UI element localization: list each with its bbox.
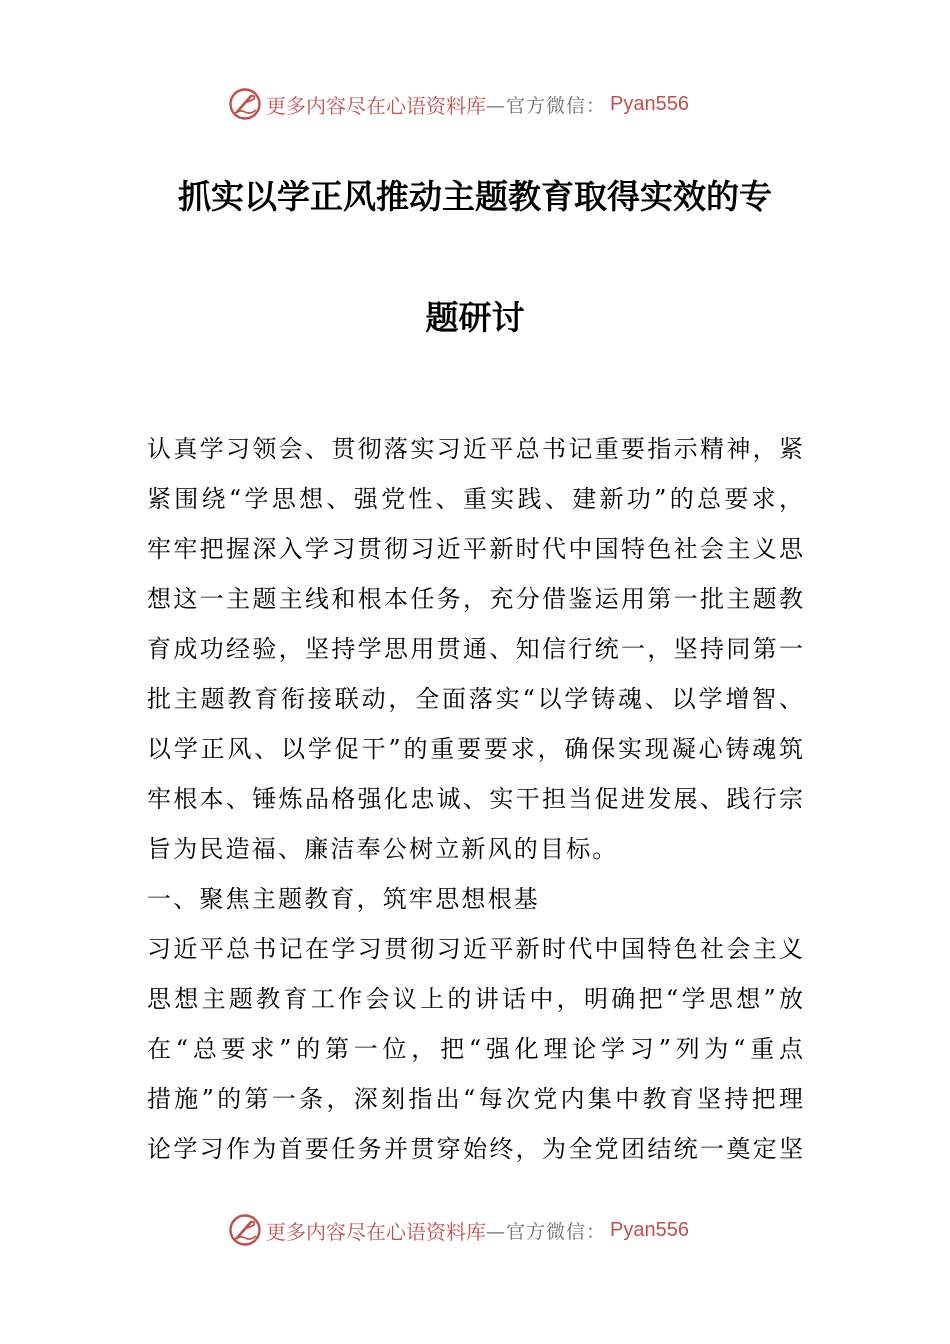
body-line: 认真学习领会、贯彻落实习近平总书记重要指示精神，紧: [147, 435, 803, 463]
watermark-site-text: 更多内容尽在心语资料库: [266, 1219, 486, 1244]
body-line: 在“总要求”的第一位，把“强化理论学习”列为“重点: [147, 1035, 803, 1063]
pen-logo-icon: [228, 1213, 262, 1247]
body-line: 牢牢把握深入学习贯彻习近平新时代中国特色社会主义思: [147, 535, 803, 563]
body-line: 论学习作为首要任务并贯穿始终，为全党团结统一奠定坚: [147, 1135, 803, 1163]
body-line: 牢根本、锤炼品格强化忠诚、实干担当促进发展、践行宗: [147, 785, 803, 813]
body-line: 育成功经验，坚持学思用贯通、知信行统一，坚持同第一: [147, 635, 803, 663]
body-line: 旨为民造福、廉洁奉公树立新风的目标。: [147, 835, 619, 863]
body-line: 想这一主题主线和根本任务，充分借鉴运用第一批主题教: [147, 585, 803, 613]
document-title-line-2: 题研讨: [425, 298, 525, 337]
document-title-line-1: 抓实以学正风推动主题教育取得实效的专: [178, 177, 772, 216]
watermark-wechat-id: Pyan556: [610, 1218, 689, 1241]
watermark-label-text: —官方微信：: [486, 1220, 607, 1243]
footer-watermark: [228, 1212, 689, 1248]
body-line: 习近平总书记在学习贯彻习近平新时代中国特色社会主义: [147, 935, 803, 963]
watermark-wechat-id: Pyan556: [610, 92, 689, 115]
body-line: 以学正风、以学促干”的重要要求，确保实现凝心铸魂筑: [147, 735, 803, 763]
body-line: 措施”的第一条，深刻指出“每次党内集中教育坚持把理: [147, 1085, 803, 1113]
body-line: 思想主题教育工作会议上的讲话中，明确把“学思想”放: [147, 985, 803, 1013]
pen-logo-icon: [228, 87, 262, 121]
header-watermark: [228, 86, 689, 122]
body-line: 紧围绕“学思想、强党性、重实践、建新功”的总要求，: [147, 485, 803, 513]
document-body: [147, 424, 803, 1174]
watermark-site-text: 更多内容尽在心语资料库: [266, 93, 486, 118]
watermark-label-text: —官方微信：: [486, 94, 607, 117]
section-heading: 一、聚焦主题教育，筑牢思想根基: [147, 885, 540, 913]
body-line: 批主题教育衔接联动，全面落实“以学铸魂、以学增智、: [147, 685, 803, 713]
